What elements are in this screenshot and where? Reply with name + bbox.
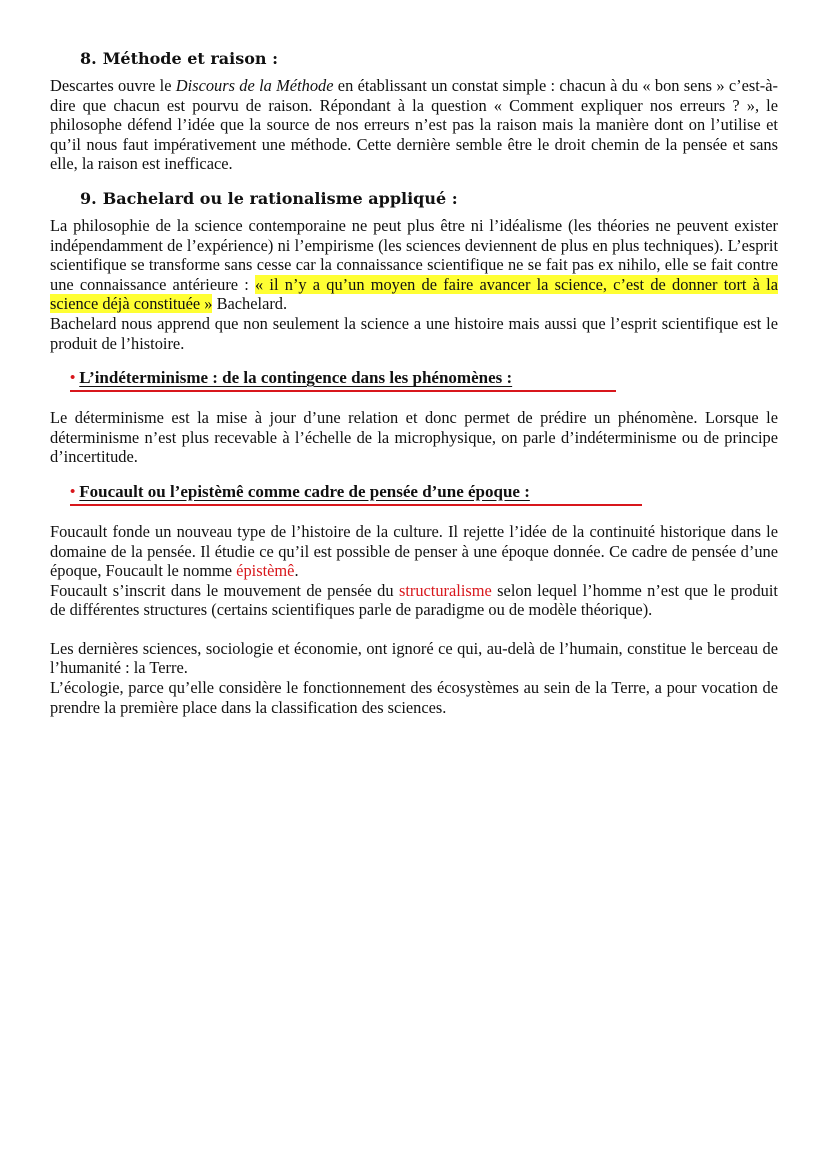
foucault-paragraph-2 xyxy=(50,581,778,620)
text-run: selon lequel l’homme n’est que le produit de différentes structures (certains scientifiques parle de paradigme ou de modèle théorique). xyxy=(50,580,778,620)
book-title: Discours de la Méthode xyxy=(175,76,334,95)
section-8-title: Méthode et raison : xyxy=(102,49,279,68)
text-run: Descartes ouvre le xyxy=(50,76,176,95)
section-9-title: Bachelard ou le rationalisme appliqué : xyxy=(102,188,458,208)
red-underline xyxy=(70,390,616,392)
foucault-heading xyxy=(70,481,778,506)
text-run: Bachelard. xyxy=(212,294,288,314)
term-episteme: épistèmê xyxy=(236,561,295,581)
indeterminisme-paragraph: Le déterminisme est la mise à jour d’une relation et donc permet de prédire un phénomène. Lorsque le déterminisme n’est plus recevable à l’échelle de la microphysique, on parle d’indéterminisme ou de principe d’incertitude. xyxy=(50,408,778,467)
section-8-paragraph xyxy=(50,76,778,174)
foucault-paragraph-1 xyxy=(50,522,778,581)
text-run: en établissant un constat simple : chacun à du « bon sens » c’est-à-dire que chacun est pourvu de raison. Répondant à la question « Comment expliquer nos erreurs ? », le philosophe défend l’idée que la source de nos erreurs n’est pas la raison mais la manière dont on l’utilise et qu’il nous faut impérativement une méthode. Cette dernière semble être le droit chemin de la pensée et sans elle, la raison est inefficace. xyxy=(50,76,778,174)
section-9-paragraph-2: Bachelard nous apprend que non seulement la science a une histoire mais aussi que l’esprit scientifique est le produit de l’histoire. xyxy=(50,313,778,353)
text-run: La philosophie de la science contemporaine ne peut plus être ni l’idéalisme (les théories ne peuvent exister indépendamment de l’expérience) ni l’empirisme (les sciences deviennent de plus en plus techniques). L’esprit scientifique se transforme sans cesse car la connaissance scientifique ne se fait pas ex nihilo, elle se fait contre une connaissance antérieure : xyxy=(50,215,778,294)
foucault-title: Foucault ou l’epistèmê comme cadre de pensée d’une époque : xyxy=(79,481,530,501)
term-structuralisme: structuralisme xyxy=(398,580,492,600)
document-page xyxy=(50,48,778,717)
highlighted-quote: « il n’y a qu’un moyen de faire avancer la science, c’est de donner tort à la science déjà constituée » xyxy=(50,274,778,314)
text-run: Foucault s’inscrit dans le mouvement de pensée du xyxy=(50,580,399,600)
text-run: Foucault fonde un nouveau type de l’histoire de la culture. Il rejette l’idée de la continuité historique dans le domaine de la pensée. Il étudie ce qu’il est possible de penser à une époque donnée. Ce cadre de pensée d’une époque, Foucault le nomme xyxy=(50,521,778,581)
indeterminisme-heading xyxy=(70,367,778,392)
bullet-icon: • xyxy=(70,483,76,500)
bullet-icon: • xyxy=(70,370,76,387)
section-9-heading xyxy=(80,188,778,210)
text-run: . xyxy=(294,561,299,581)
indeterminisme-title: L’indéterminisme : de la contingence dans les phénomènes : xyxy=(79,368,513,388)
section-9-paragraph-1 xyxy=(50,216,778,314)
section-8-number: 8. xyxy=(80,49,97,68)
red-underline xyxy=(70,504,642,506)
section-8-heading xyxy=(80,48,778,70)
section-9-number: 9. xyxy=(80,188,97,208)
foucault-paragraph-3: Les dernières sciences, sociologie et économie, ont ignoré ce qui, au-delà de l’humain, constitue le berceau de l’humanité : la Terre. xyxy=(50,638,778,678)
foucault-paragraph-4: L’écologie, parce qu’elle considère le fonctionnement des écosystèmes au sein de la Terre, a pour vocation de prendre la première place dans la classification des sciences. xyxy=(50,678,778,717)
